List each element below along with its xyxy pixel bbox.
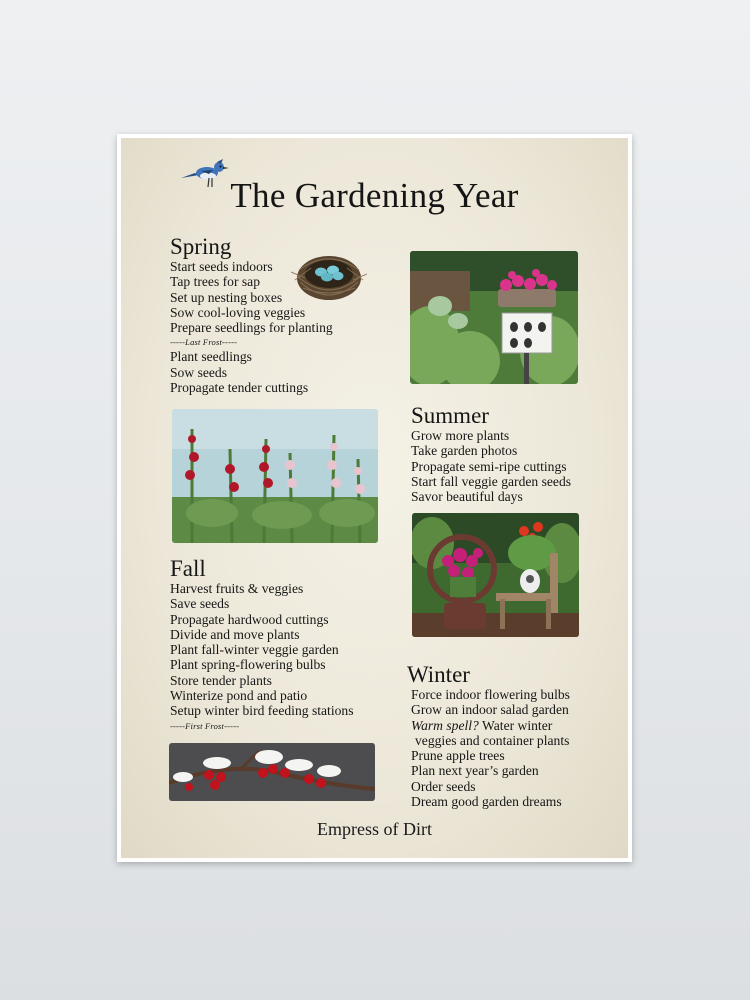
- summer-section: [411, 403, 571, 504]
- list-item: Dream good garden dreams: [411, 794, 562, 810]
- author-credit: Empress of Dirt: [317, 819, 432, 839]
- list-item: Sow cool-loving veggies: [170, 304, 306, 320]
- garden-chair-photo: [412, 513, 579, 637]
- winter-heading: Winter: [407, 662, 470, 687]
- list-item: Start fall veggie garden seeds: [411, 473, 572, 489]
- list-item: Savor beautiful days: [411, 489, 523, 505]
- list-item: Plant fall-winter veggie garden: [170, 642, 339, 658]
- warm-spell-text: Water winter: [478, 717, 553, 733]
- hollyhocks-photo: [172, 409, 378, 543]
- fall-list: [170, 581, 353, 719]
- list-item: Grow an indoor salad garden: [411, 702, 569, 718]
- first-frost-divider: -----First Frost-----: [170, 720, 240, 731]
- list-item: Divide and move plants: [170, 626, 300, 642]
- last-frost-divider: -----Last Frost-----: [170, 337, 238, 348]
- list-item: Prepare seedlings for planting: [170, 320, 333, 336]
- list-item: Setup winter bird feeding stations: [170, 703, 354, 719]
- list-item: Store tender plants: [170, 672, 272, 688]
- list-item: Grow more plants: [411, 428, 510, 443]
- list-item: veggies and container plants: [415, 732, 570, 748]
- birds-nest-icon: [291, 238, 367, 306]
- spring-list-after-frost: [170, 349, 333, 395]
- list-item: Take garden photos: [411, 443, 518, 459]
- list-item: Sow seeds: [170, 364, 228, 380]
- fall-section: [170, 556, 353, 733]
- list-item: Winterize pond and patio: [170, 688, 308, 704]
- list-item: Tap trees for sap: [170, 274, 261, 290]
- list-item: Plan next year’s garden: [411, 763, 539, 779]
- list-item: Save seeds: [170, 596, 230, 612]
- list-item: Set up nesting boxes: [170, 289, 283, 305]
- winter-list: [407, 687, 570, 809]
- winter-section: [407, 662, 570, 809]
- list-item: Harvest fruits & veggies: [170, 581, 304, 596]
- summer-list: [411, 428, 571, 504]
- winter-berries-photo: [169, 743, 375, 801]
- spring-heading: Spring: [170, 234, 232, 259]
- poster-title: The Gardening Year: [230, 176, 519, 215]
- list-item: [411, 718, 570, 733]
- warm-spell-emphasis: Warm spell?: [411, 717, 479, 733]
- list-item: Start seeds indoors: [170, 259, 273, 274]
- list-item: Plant spring-flowering bulbs: [170, 657, 326, 673]
- list-item: Prune apple trees: [411, 748, 505, 764]
- list-item: Propagate tender cuttings: [170, 380, 309, 396]
- poster: [117, 134, 632, 862]
- list-item: Plant seedlings: [170, 349, 252, 365]
- poster-paper: [121, 138, 628, 858]
- list-item: Propagate semi-ripe cuttings: [411, 458, 567, 474]
- fall-heading: Fall: [170, 556, 206, 581]
- summer-heading: Summer: [411, 403, 489, 428]
- list-item: Propagate hardwood cuttings: [170, 611, 329, 627]
- list-item: Order seeds: [411, 778, 476, 794]
- list-item: Force indoor flowering bulbs: [411, 687, 570, 702]
- birdhouse-photo: [410, 251, 578, 384]
